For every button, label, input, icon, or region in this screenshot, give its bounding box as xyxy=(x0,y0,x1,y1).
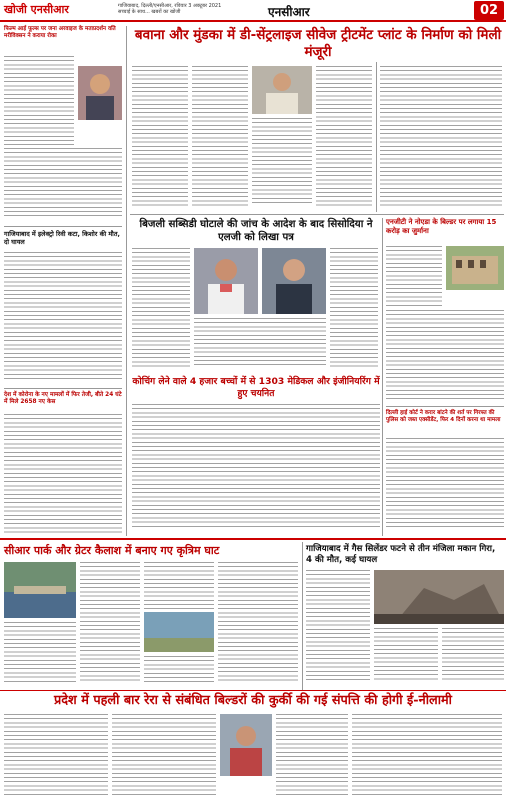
left-story1-text-2 xyxy=(4,148,122,218)
collapsed-building-photo xyxy=(374,570,504,624)
page-number: 02 xyxy=(474,1,504,20)
bottom-right-text-col2 xyxy=(374,628,438,682)
right-story1-text xyxy=(386,246,442,306)
pond-photo xyxy=(144,612,214,652)
person-photo xyxy=(78,66,122,120)
lead-headline: बवाना और मुंडका में डी-सेंट्रलाइज सीवेज ट्रीटमेंट प्लांट के निर्माण को मिली मंजूरी xyxy=(134,27,502,60)
lead-photo xyxy=(252,66,312,114)
bottom-right-text-col1 xyxy=(306,570,370,682)
banner-text-col3 xyxy=(276,714,348,796)
left-story3-text xyxy=(4,414,122,534)
bottom-left-text-col3b xyxy=(144,656,214,682)
mid-text-col2 xyxy=(194,318,326,368)
left-column xyxy=(2,26,124,536)
column-divider xyxy=(302,542,303,690)
edition-tagline: सच्चाई के साथ... खबरों का खोजी xyxy=(118,9,181,15)
banner-headline: प्रदेश में पहली बार रेरा से संबंधित बिल्डरों की कुर्की की गई संपत्ति की होगी ई-नीलामी xyxy=(53,693,452,708)
column-divider xyxy=(376,62,377,212)
right-story1-title: एनजीटी ने नोएडा के बिल्डर पर लगाया 15 करोड़ का जुर्माना xyxy=(386,218,497,235)
edition-date: गाजियाबाद, दिल्ली/एनसीआर, रविवार 3 अक्टूबर 2021 xyxy=(118,3,222,9)
divider xyxy=(4,388,122,389)
bottom-left-text-col1 xyxy=(4,622,76,682)
left-story3-title: देश में कोरोना के नए मामलों में फिर तेजी, बीते 24 घंटे में मिले 2658 नए केस xyxy=(4,392,122,406)
left-story1-text xyxy=(4,56,74,146)
banner-text-col1 xyxy=(4,714,108,796)
left-story1-title: फिल्म आई फूल्स पर जना अरवाइज के मताप्रदर्शन वति मरीविक्सन ने कराया रोका xyxy=(4,26,116,39)
mid-text-col1 xyxy=(132,248,190,368)
mid-headline: बिजली सब्सिडी घोटाले की जांच के आदेश के बाद सिसोदिया ने एलजी को लिखा पत्र xyxy=(139,219,373,243)
mid-text-col3 xyxy=(330,248,378,368)
ghat-photo xyxy=(4,562,76,618)
right-story2-title: दिल्ली हाई कोर्ट ने करार बांटने की शर्त पर गिरफ्त की पुलिस को जब्त एक्सीडेंट, फिर 4 दिनों करना था मामला xyxy=(386,410,501,423)
mid-sub-headline: कोचिंग लेने वाले 4 हजार बच्चों में से 1303 मेडिकल और इंजीनियरिंग में हुए चयनित xyxy=(132,376,380,399)
building-photo xyxy=(446,246,504,290)
right-story2-text xyxy=(386,438,504,530)
bottom-left-headline: सीआर पार्क और ग्रेटर कैलाश में बनाए गए कृत्रिम घाट xyxy=(4,544,220,557)
bottom-right-headline: गाजियाबाद में गैस सिलेंडर फटने से तीन मंजिला मकान गिरा, 4 की मौत, कई घायल xyxy=(306,544,496,565)
divider xyxy=(130,214,504,215)
section-name: एनसीआर xyxy=(268,5,310,19)
banner-rule xyxy=(0,690,506,691)
lead-text-col1 xyxy=(132,66,188,206)
edition-meta xyxy=(118,3,221,15)
banner-text-col2 xyxy=(112,714,216,796)
section-rule xyxy=(0,538,506,540)
bottom-left-text-col4 xyxy=(218,562,298,682)
masthead xyxy=(0,0,506,22)
column-divider xyxy=(126,26,127,536)
lead-text-col5 xyxy=(380,66,502,206)
divider xyxy=(386,406,504,407)
lead-text-col4 xyxy=(316,66,372,206)
official-photo xyxy=(220,714,272,776)
mid-sub-text xyxy=(132,404,380,528)
divider xyxy=(4,226,122,227)
bottom-left-text-col2 xyxy=(80,562,140,682)
right-story1-text-2 xyxy=(386,310,504,402)
left-story2-title: गाजियाबाद में इलेक्ट्रो रिवी कटा, किशोर की मौत, दो घायल xyxy=(4,230,120,246)
left-story2-text xyxy=(4,252,122,382)
banner-text-col4 xyxy=(352,714,502,796)
bottom-left-text-col3 xyxy=(144,562,214,610)
politician-photo-1 xyxy=(194,248,258,314)
newspaper-logo: खोजी एनसीआर xyxy=(4,3,69,16)
lead-text-col3 xyxy=(252,118,312,206)
column-divider xyxy=(382,218,383,536)
bottom-right-text-col3 xyxy=(442,628,504,682)
politician-photo-2 xyxy=(262,248,326,314)
lead-text-col2 xyxy=(192,66,248,206)
